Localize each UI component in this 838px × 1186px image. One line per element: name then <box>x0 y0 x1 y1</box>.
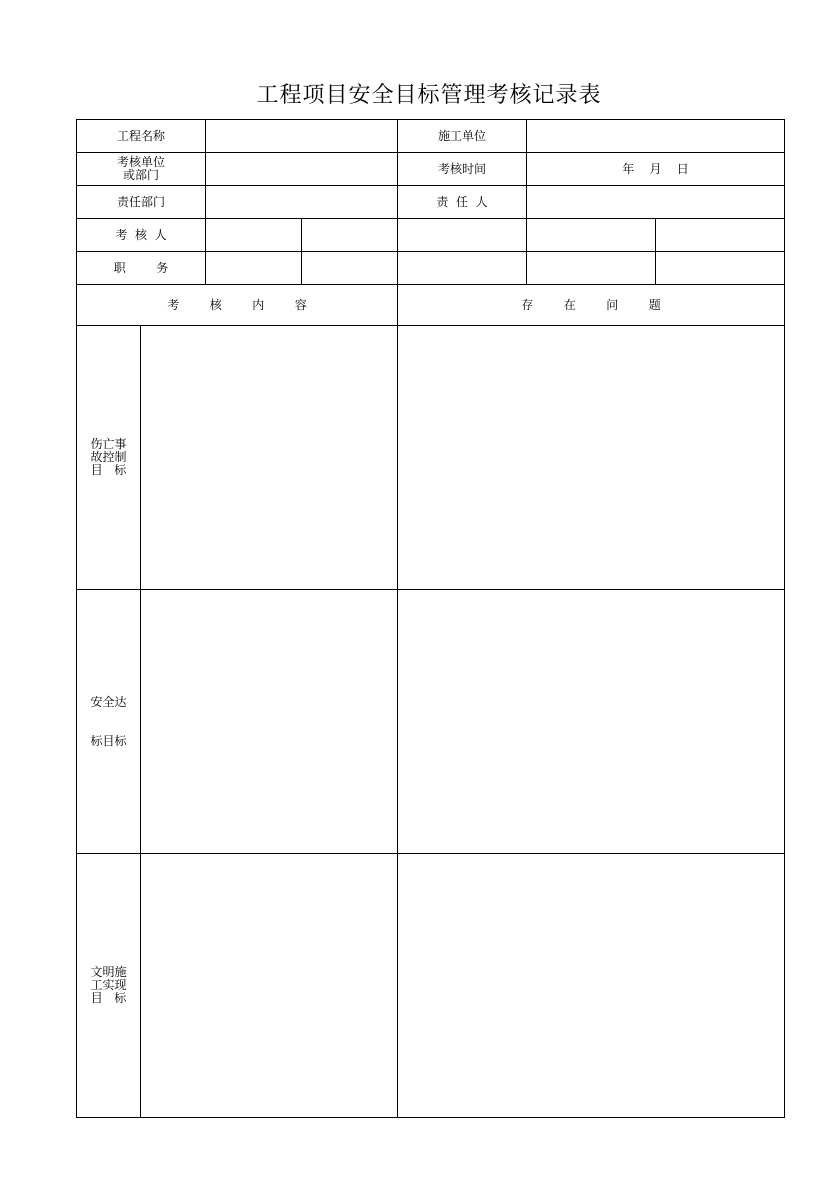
safety-label-line2: 标目标 <box>90 733 127 748</box>
casualty-label-line3: 目 标 <box>90 463 127 477</box>
row-safety-section <box>77 590 785 854</box>
row-responsible <box>77 186 785 219</box>
row-project-name <box>77 120 785 153</box>
responsible-dept-field[interactable] <box>206 186 398 219</box>
safety-content-field[interactable] <box>141 590 398 854</box>
row-position <box>77 252 785 285</box>
row-civilized-section <box>77 854 785 1118</box>
content-header: 考 核 内 容 <box>77 285 398 326</box>
position-field-1[interactable] <box>206 252 302 285</box>
position-field-5[interactable] <box>656 252 785 285</box>
position-field-2[interactable] <box>302 252 398 285</box>
project-name-label: 工程名称 <box>77 120 206 153</box>
assessing-unit-label-line2: 或部门 <box>123 168 160 182</box>
position-field-3[interactable] <box>398 252 527 285</box>
assess-time-label: 考核时间 <box>398 153 527 186</box>
row-assessing-unit <box>77 153 785 186</box>
assessor-field-2[interactable] <box>302 219 398 252</box>
responsible-dept-label: 责任部门 <box>77 186 206 219</box>
position-label: 职 务 <box>77 252 206 285</box>
responsible-person-label: 责 任 人 <box>398 186 527 219</box>
row-casualty-section <box>77 326 785 590</box>
assessor-field-3[interactable] <box>398 219 527 252</box>
civilized-issues-field[interactable] <box>398 854 785 1118</box>
row-section-headers <box>77 285 785 326</box>
casualty-issues-field[interactable] <box>398 326 785 590</box>
assessing-unit-label-line1: 考核单位 <box>117 155 166 169</box>
row-assessor <box>77 219 785 252</box>
casualty-section-label <box>77 326 141 590</box>
casualty-label-line1: 伤亡事 <box>90 437 127 451</box>
safety-label-gap <box>77 709 140 735</box>
assessor-field-1[interactable] <box>206 219 302 252</box>
civilized-label-line2: 工实现 <box>90 978 127 992</box>
civilized-label-line3: 目 标 <box>90 991 127 1005</box>
responsible-person-field[interactable] <box>527 186 785 219</box>
casualty-label-line2: 故控制 <box>90 450 127 464</box>
casualty-content-field[interactable] <box>141 326 398 590</box>
construction-unit-label: 施工单位 <box>398 120 527 153</box>
safety-section-label <box>77 590 141 854</box>
page-title: 工程项目安全目标管理考核记录表 <box>256 83 602 108</box>
position-field-4[interactable] <box>527 252 656 285</box>
assess-time-field[interactable]: 年 月 日 <box>527 153 785 186</box>
construction-unit-field[interactable] <box>527 120 785 153</box>
issues-header: 存 在 问 题 <box>398 285 785 326</box>
civilized-content-field[interactable] <box>141 854 398 1118</box>
safety-label-line1: 安全达 <box>90 694 127 709</box>
assessor-label: 考 核 人 <box>77 219 206 252</box>
safety-issues-field[interactable] <box>398 590 785 854</box>
civilized-section-label <box>77 854 141 1118</box>
assessment-form-table <box>76 119 785 1118</box>
assessor-field-4[interactable] <box>527 219 656 252</box>
assessing-unit-field[interactable] <box>206 153 398 186</box>
civilized-label-line1: 文明施 <box>90 965 127 979</box>
assessor-field-5[interactable] <box>656 219 785 252</box>
project-name-field[interactable] <box>206 120 398 153</box>
assessing-unit-label <box>77 153 206 186</box>
